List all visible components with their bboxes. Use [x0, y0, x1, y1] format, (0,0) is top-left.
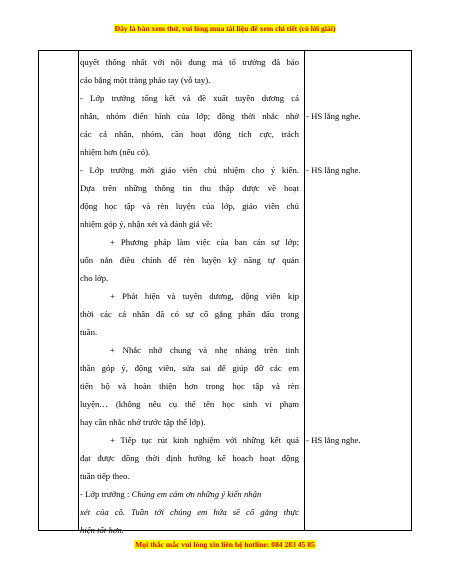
text-line: tuần.	[80, 327, 98, 337]
text-line: nhiệm góp ý, nhận xét và đánh giá về:	[80, 219, 213, 229]
student-activity-note: - HS lắng nghe.	[306, 111, 361, 121]
text-line: hay cần nhắc nhở trước tập thể lớp).	[80, 417, 206, 427]
text-line: thời các cá nhân đã có sự cố gắng phấn đấu trong	[80, 309, 299, 319]
column-divider	[304, 51, 305, 530]
text-line: động học tập và rèn luyện của lớp, giáo viên chủ	[80, 201, 299, 211]
quote-line: xét của cô. Tuần tới chúng em hứa sẽ cố gắng thực	[80, 507, 299, 517]
text-line: - Lớp trưởng mời giáo viên chủ nhiệm cho ý kiến.	[80, 165, 299, 175]
text-line	[80, 489, 299, 500]
text-line: + Phát hiện và tuyên dương, động viên kịp	[110, 291, 299, 301]
preview-notice-banner: Đây là bản xem thử, vui lòng mua tài liệu để xem chi tiết (có lời giải)	[114, 24, 336, 33]
text-line: + Nhắc nhở chung và nhẹ nhàng trên tinh	[110, 345, 299, 355]
text-line: cho lớp.	[80, 273, 109, 283]
text-line: tuần tiếp theo.	[80, 471, 130, 481]
text-line: nhân, nhóm điển hình của lớp; đồng thời nhắc nhở	[80, 111, 299, 121]
speaker-label: - Lớp trưởng :	[80, 489, 130, 499]
text-line: các cá nhân, nhóm, cần hoạt động tích cực, trách	[80, 129, 299, 139]
quote-line: hiện tốt hơn.	[80, 525, 124, 535]
text-line: - Lớp trưởng tổng kết và đề xuất tuyên dương cá	[80, 93, 299, 103]
quote-text: Chúng em cảm ơn những ý kiến nhận	[131, 489, 262, 499]
student-activity-note: - HS lắng nghe.	[306, 435, 361, 445]
text-line: nhiệm hơn (nếu có).	[80, 147, 151, 157]
text-line: + Phương pháp làm việc của ban cán sự lớp;	[110, 237, 299, 247]
student-activity-note: - HS lắng nghe.	[306, 165, 361, 175]
text-line: thần góp ý, động viên, sửa sai để giúp đỡ các em	[80, 363, 299, 373]
text-line: + Tiếp tục rút kinh nghiệm với những kết quả	[110, 435, 299, 445]
text-line: Dựa trên những thông tin thu thập được về hoạt	[80, 183, 299, 193]
hotline-banner: Mọi thắc mắc vui lòng xin liên hệ hotline: 084 283 45 85	[135, 540, 315, 549]
text-line: uốn nắn điều chỉnh để rèn luyện kỹ năng tự quản	[80, 255, 299, 265]
text-line: cáo bằng một tràng pháo tay (vỗ tay).	[80, 75, 211, 85]
text-line: quyết thống nhất với nội dung mà tổ trưởng đã báo	[80, 57, 299, 67]
text-line: đạt được đồng thời định hướng kế hoạch hoạt động	[80, 453, 299, 463]
text-line: luyện… (không nêu cụ thể tên học sinh vi phạm	[80, 399, 299, 409]
text-line: tiến bộ và hoàn thiện hơn trong học tập và rèn	[80, 381, 299, 391]
column-divider	[78, 51, 79, 530]
